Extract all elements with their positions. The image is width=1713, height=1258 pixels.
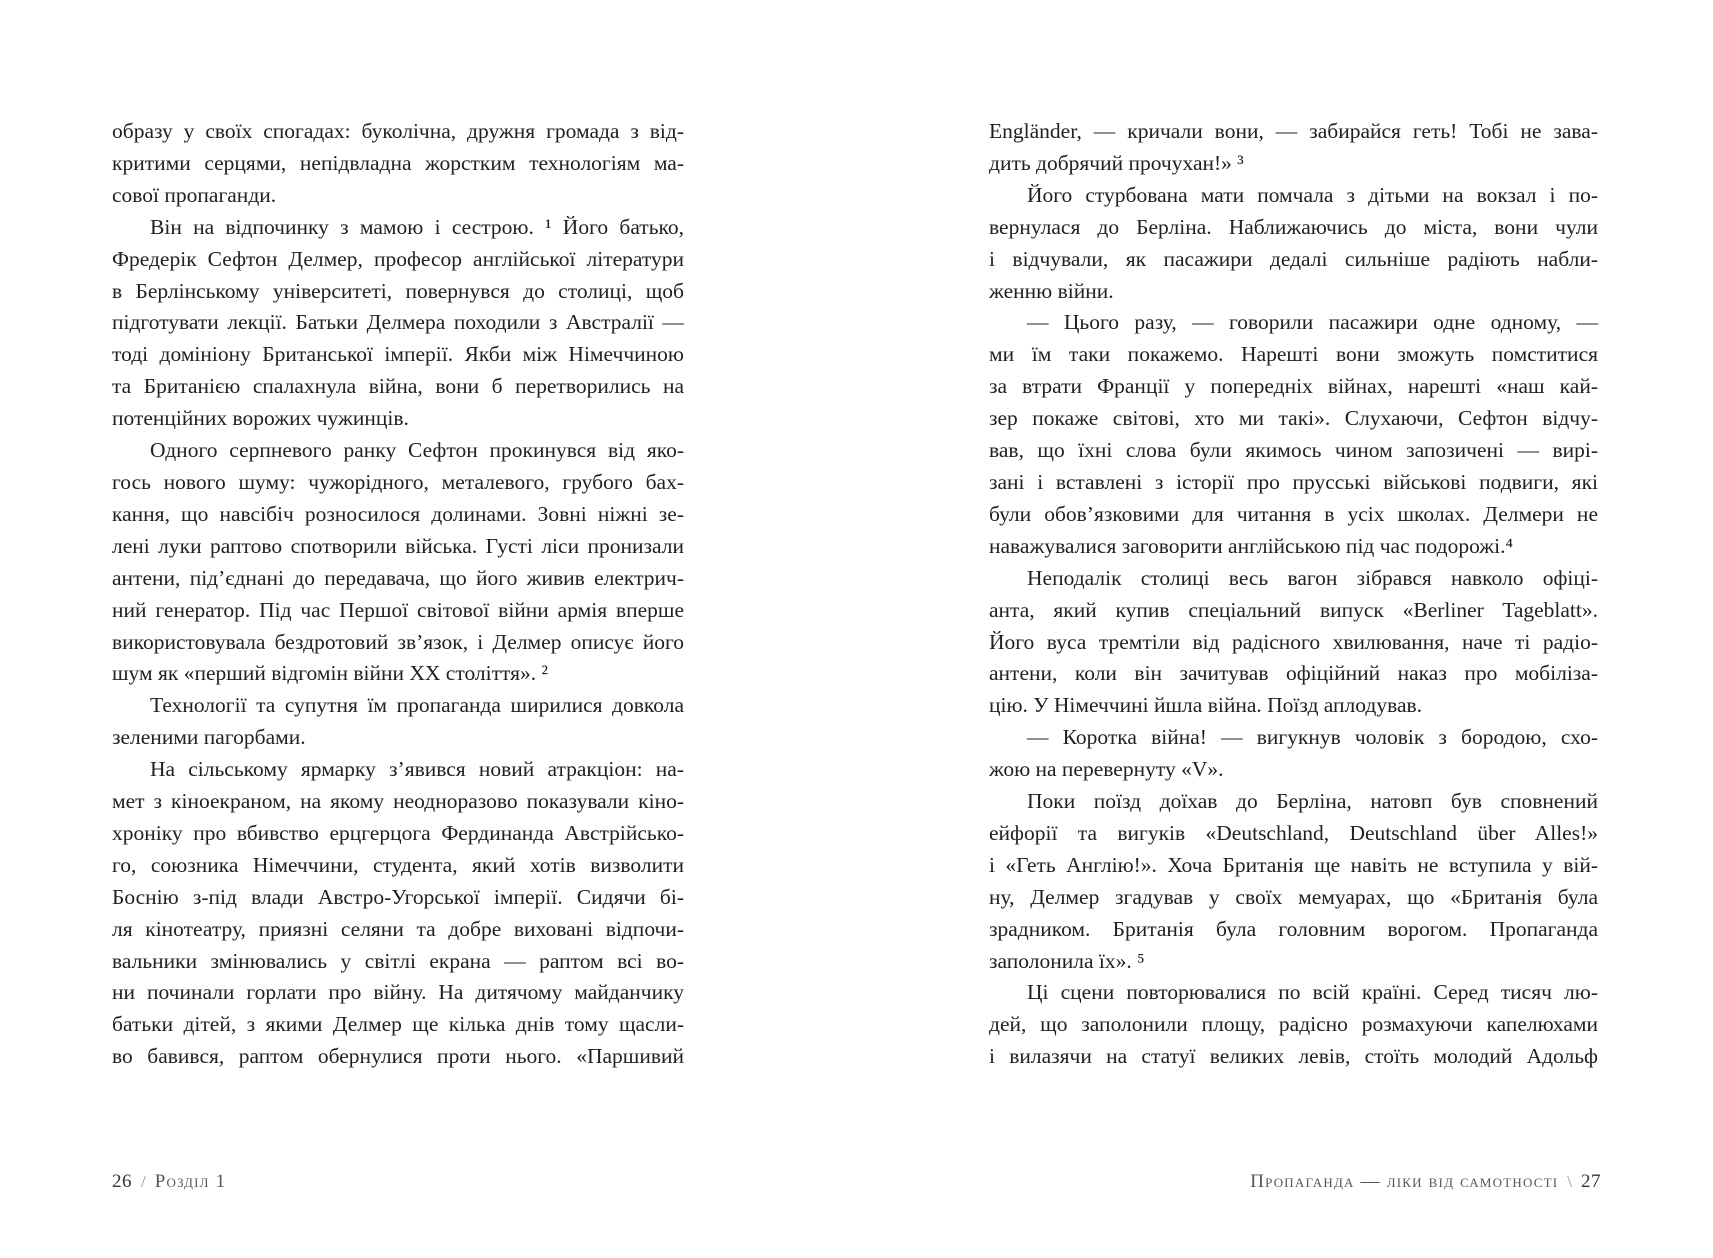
text-line: та Британією спалахнула війна, вони б перетворились на [112,374,684,399]
text-line: дей, що заполонили площу, радісно розмахуючи капелюхами [989,1012,1598,1037]
text-line: Неподалік столиці весь вагон зібрався навколо офіці- [1027,565,1598,590]
text-line: ни починали горлати про війну. На дитячому майданчику [112,980,684,1005]
text-line: наважувалися заговорити англійською під час подорожі.⁴ [989,533,1513,558]
text-line: підготувати лекції. Батьки Делмера походили з Австралії — [112,310,684,335]
text-line: жою на перевернуту «V». [989,757,1224,782]
text-line: зер покаже світові, хто ми такі». Слухаючи, Сефтон відчу- [989,406,1598,431]
text-line: використовувала бездротовий зв’язок, і Делмер описує його [112,629,684,654]
text-line: шум як «перший відгомін війни XX століття». ² [112,661,548,686]
right-page-footer [1250,1169,1601,1195]
page-number: 27 [1581,1171,1601,1192]
text-line: заполонила їх». ⁵ [989,948,1145,973]
text-line: в Берлінському університеті, повернувся до столиці, щоб [112,278,684,303]
text-line: антени, коли він зачитував офіційний наказ про мобіліза- [989,661,1598,686]
text-line: зані і вставлені з історії про прусські військові подвиги, які [989,469,1598,494]
footer-separator: \ [1567,1172,1572,1191]
text-line: ми їм таки покажемо. Нарешті вони зможуть помститися [989,342,1598,367]
text-line: анта, який купив спеціальний випуск «Berliner Tageblatt». [989,597,1598,622]
text-line: Фредерік Сефтон Делмер, професор англійської літератури [112,246,684,271]
left-page-text [112,116,684,1073]
running-head: Пропаганда — ліки від самотності [1250,1171,1559,1192]
text-line: хроніку про вбивство ерцгерцога Фердинанда Австрійсько- [112,820,684,845]
text-line: цію. У Німеччині йшла війна. Поїзд аплодував. [989,693,1423,718]
text-line: критими серцями, непідвладна жорстким технологіям ма- [112,150,684,175]
text-line: Одного серпневого ранку Сефтон прокинувся від яко- [150,438,684,463]
text-line: го, союзника Німеччини, студента, який хотів визволити [112,852,684,877]
text-line: батьки дітей, з якими Делмер ще кілька днів тому щасли- [112,1012,684,1037]
text-line: за втрати Франції у попередніх війнах, нарешті «наш кай- [989,374,1598,399]
text-line: мет з кіноекраном, на якому неодноразово показували кіно- [112,789,684,814]
text-line: і вилазячи на статуї великих левів, стоїть молодий Адольф [989,1044,1598,1069]
text-line: во бавився, раптом обернулися проти нього. «Паршивий [112,1044,684,1069]
text-line: Його вуса тремтіли від радісного хвилювання, наче ті радіо- [989,629,1598,654]
text-line: дить добрячий прочухан!» ³ [989,150,1244,175]
text-line: — Коротка війна! — вигукнув чоловік з бородою, схо- [1027,725,1598,750]
text-line: вав, що їхні слова були якимось чином запозичені — вирі- [989,438,1598,463]
text-line: потенційних ворожих чужинців. [112,406,409,431]
text-line: женню війни. [989,278,1114,303]
text-line: Engländer, — кричали вони, — забирайся геть! Тобі не зава- [989,119,1598,143]
text-line: сової пропаганди. [112,182,277,207]
text-line: лені луки раптово спотворили війська. Густі ліси пронизали [112,533,684,558]
text-line: образу у своїх спогадах: буколічна, дружня громада з від- [112,119,684,143]
chapter-title: Розділ 1 [154,1171,227,1192]
text-line: гось нового шуму: чужорідного, металевого, грубого бах- [112,469,684,494]
text-line: вальники змінювались у світлі екрана — раптом всі во- [112,948,684,973]
text-line: зеленими пагорбами. [112,725,306,750]
text-line: ний генератор. Під час Першої світової війни армія вперше [112,597,684,622]
text-line: і «Геть Англію!». Хоча Британія ще навіть не вступила у вій- [989,852,1598,877]
footer-separator: / [141,1172,146,1191]
text-line: Його стурбована мати помчала з дітьми на вокзал і по- [1027,182,1598,207]
text-line: Поки поїзд доїхав до Берліна, натовп був сповнений [1027,789,1598,814]
text-line: — Цього разу, — говорили пасажири одне одному, — [1027,310,1598,335]
left-page-footer [112,1169,226,1195]
text-line: і відчували, як пасажири дедалі сильніше радіють набли- [989,246,1598,271]
text-line: Технології та супутня їм пропаганда ширилися довкола [150,693,684,718]
text-line: На сільському ярмарку з’явився новий атракціон: на- [150,757,684,782]
text-line: Ці сцени повторювалися по всій країні. Серед тисяч лю- [1027,980,1598,1005]
text-line: вернулася до Берліна. Наближаючись до міста, вони чули [989,214,1598,239]
text-line: антени, під’єднані до передавача, що його живив електрич- [112,565,684,590]
text-line: Боснію з-під влади Австро-Угорської імперії. Сидячи бі- [112,884,684,909]
text-line: Він на відпочинку з мамою і сестрою. ¹ Його батько, [150,214,684,239]
text-line: ну, Делмер згадував у своїх мемуарах, що «Британія була [989,884,1598,909]
text-line: ля кінотеатру, приязні селяни та добре виховані відпочи- [112,916,684,941]
right-page-text [989,116,1598,1073]
text-line: зрадником. Британія була головним ворогом. Пропаганда [989,916,1598,941]
text-line: тоді домініону Британської імперії. Якби між Німеччиною [112,342,684,367]
text-line: були обов’язковими для читання в усіх школах. Делмери не [989,501,1598,526]
text-line: ейфорії та вигуків «Deutschland, Deutschland über Alles!» [989,820,1598,845]
page-number: 26 [112,1171,132,1192]
text-line: кання, що навсібіч розносилося долинами. Зовні ніжні зе- [112,501,684,526]
